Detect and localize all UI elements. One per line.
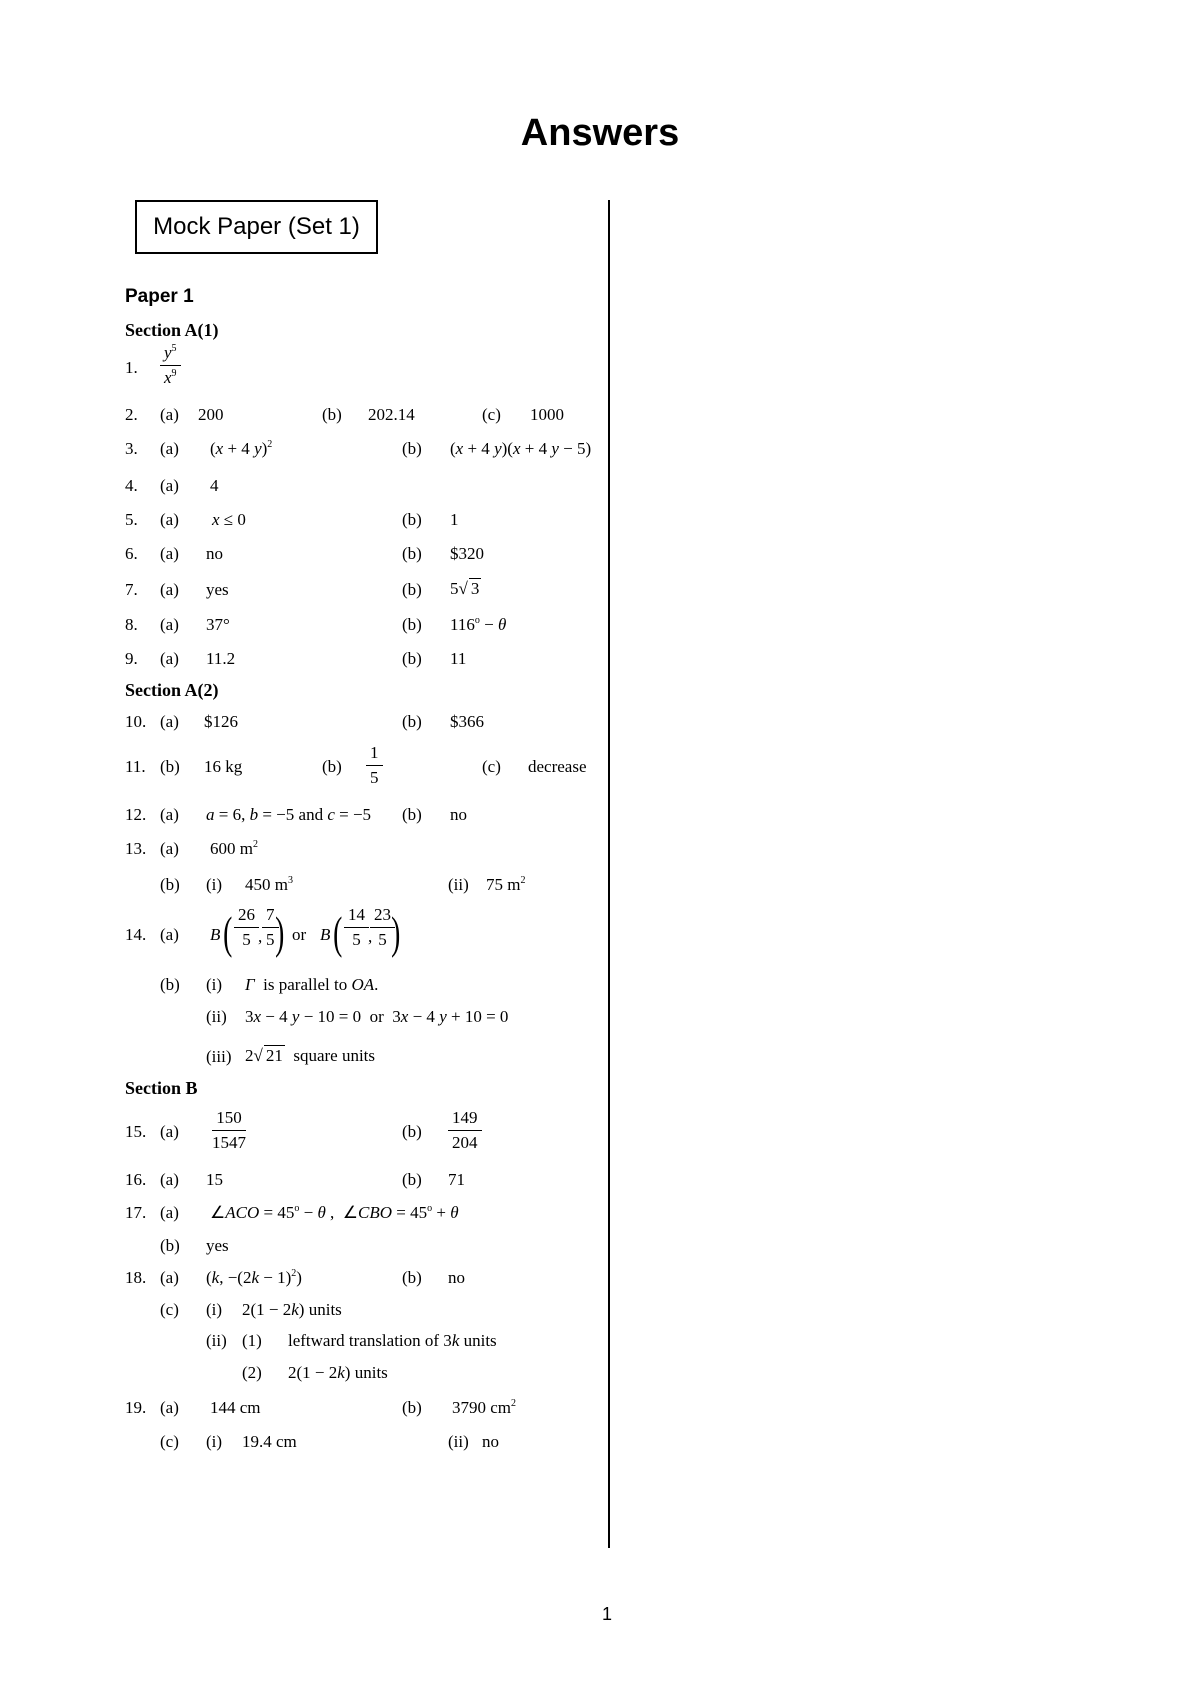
fraction: $\frac{150}{1547}$ [212, 1108, 246, 1152]
part-label: (b) [160, 975, 180, 994]
answer-expression: Γ is parallel to OA. [245, 975, 379, 994]
point-label: B [210, 925, 221, 944]
question-number: 7. [125, 580, 138, 599]
part-label: (a) [160, 805, 179, 824]
part-label: (b) [402, 1398, 422, 1417]
part-label: (a) [160, 510, 179, 529]
question-number: 18. [125, 1268, 147, 1287]
answer-expression: x ≤ 0 [212, 510, 246, 529]
answer: $320 [450, 544, 484, 563]
answer: no [482, 1432, 499, 1451]
part-label: (a) [160, 580, 179, 599]
paper-heading: Paper 1 [125, 286, 194, 307]
question-number: 10. [125, 712, 147, 731]
point-label: B [320, 925, 331, 944]
answer: 200 [198, 405, 224, 424]
left-paren: ( [223, 907, 233, 958]
answer: 11 [450, 649, 467, 668]
fraction: $\frac{23}{5}$ [370, 905, 395, 950]
part-label: (a) [160, 1122, 179, 1141]
question-number: 16. [125, 1170, 147, 1189]
part-label: (b) [160, 875, 180, 894]
answer-expression: $116^o - \theta$ [450, 615, 507, 634]
page-number: 1 [602, 1604, 613, 1624]
set-label-box: Mock Paper (Set 1) [135, 200, 378, 254]
answer: 144 cm [210, 1398, 261, 1417]
question-number: 15. [125, 1122, 147, 1141]
answer-surd: 5√ 3 [450, 579, 480, 598]
part-label: (b) [402, 580, 422, 599]
answer-area: 600 $m^2$ [210, 839, 258, 858]
answer: no [448, 1268, 465, 1287]
answer: 16 kg [204, 757, 243, 776]
part-label: (b) [402, 615, 422, 634]
fraction: $\frac{y^5}{x^9}$ [160, 343, 181, 388]
answer: decrease [528, 757, 587, 776]
question-number: 3. [125, 439, 138, 458]
subsubpart-label: (1) [242, 1331, 262, 1350]
answer: yes [206, 580, 229, 599]
answer: 71 [448, 1170, 465, 1189]
part-label: (b) [402, 544, 422, 563]
subpart-label: (ii) [206, 1007, 227, 1026]
or-word: or [292, 925, 307, 944]
question-number: 1. [125, 358, 138, 377]
fraction: $\frac{26}{5}$ [234, 905, 259, 950]
question-number: 13. [125, 839, 147, 858]
question-number: 9. [125, 649, 138, 668]
part-label: (b) [402, 510, 422, 529]
section-heading: Section A(2) [125, 680, 219, 700]
question-number: 6. [125, 544, 138, 563]
part-label: (b) [402, 1122, 422, 1141]
answer-expression: leftward translation of 3k units [288, 1331, 497, 1350]
subpart-label: (i) [206, 1432, 223, 1451]
part-label: (b) [402, 805, 422, 824]
answer: no [206, 544, 223, 563]
part-label: (a) [160, 1203, 179, 1222]
question-number: 2. [125, 405, 138, 424]
part-label: (b) [402, 1268, 422, 1287]
part-label: (a) [160, 615, 179, 634]
answer-expression: (k, $-(2k - 1)^2$) [206, 1268, 302, 1287]
part-label: (b) [402, 1170, 422, 1189]
part-label: (a) [160, 1268, 179, 1287]
part-label: (c) [160, 1300, 179, 1319]
subpart-label: (ii) [448, 1432, 469, 1451]
subpart-label: (ii) [206, 1331, 227, 1350]
question-number: 8. [125, 615, 138, 634]
answer: 11.2 [206, 649, 236, 668]
fraction: $\frac{149}{204}$ [448, 1108, 482, 1153]
question-number: 12. [125, 805, 147, 824]
subpart-label: (iii) [206, 1047, 232, 1066]
comma: , [258, 927, 263, 946]
left-paren: ( [333, 907, 343, 958]
part-label: (a) [160, 405, 179, 424]
answer-expression: 2(1 − 2k) units [288, 1363, 388, 1382]
right-paren: ) [275, 907, 285, 958]
answer: no [450, 805, 467, 824]
part-label: (a) [160, 649, 179, 668]
page-title: Answers [520, 112, 680, 154]
answer-area: 3790 $cm^2$ [452, 1398, 517, 1417]
answer-expression: a = 6, b = −5 and c = −5 [206, 805, 372, 824]
part-label: (a) [160, 712, 179, 731]
part-label: (b) [402, 712, 422, 731]
answer-expression: (x + 4 y)(x + 4 y − 5) [450, 439, 592, 458]
part-label: (b) [322, 405, 342, 424]
answer: 1000 [530, 405, 564, 424]
fraction: $\frac{1}{5}$ [366, 743, 383, 788]
answer-expression: 2(1 − 2k) units [242, 1300, 342, 1319]
question-number: 11. [125, 757, 146, 776]
part-label: (b) [322, 757, 342, 776]
answer: 1 [450, 510, 459, 529]
part-label: (b) [160, 757, 180, 776]
part-label: (b) [402, 649, 422, 668]
part-label: (a) [160, 439, 179, 458]
part-label: (c) [482, 757, 501, 776]
fraction: $\frac{7}{5}$ [262, 905, 279, 950]
question-number: 14. [125, 925, 147, 944]
section-heading: Section A(1) [125, 320, 219, 340]
part-label: (a) [160, 839, 179, 858]
subpart-label: (i) [206, 1300, 223, 1319]
part-label: (a) [160, 925, 179, 944]
part-label: (a) [160, 476, 179, 495]
part-label: (c) [160, 1432, 179, 1451]
answer: 19.4 cm [242, 1432, 297, 1451]
answer-expression: (x + 4 y)$^2$ [210, 439, 273, 458]
part-label: (b) [160, 1236, 180, 1255]
answer: 4 [210, 476, 219, 495]
subpart-label: (i) [206, 975, 223, 994]
subsubpart-label: (2) [242, 1363, 262, 1382]
answer: 202.14 [368, 405, 415, 424]
right-paren: ) [391, 907, 401, 958]
column-divider [608, 200, 610, 1548]
answer-area: 75 $m^2$ [486, 875, 526, 894]
answer: $366 [450, 712, 484, 731]
answer: $126 [204, 712, 238, 731]
answer-surd: 2√ 21 square units [245, 1046, 376, 1065]
part-label: (a) [160, 1170, 179, 1189]
part-label: (c) [482, 405, 501, 424]
subpart-label: (i) [206, 875, 223, 894]
fraction: $\frac{14}{5}$ [344, 905, 369, 950]
comma: , [368, 927, 373, 946]
question-number: 5. [125, 510, 138, 529]
answer: yes [206, 1236, 229, 1255]
part-label: (b) [402, 439, 422, 458]
question-number: 17. [125, 1203, 147, 1222]
answer: 15 [206, 1170, 223, 1189]
answer-volume: 450 $m^3$ [245, 875, 293, 894]
part-label: (a) [160, 544, 179, 563]
answer-expression: 3x − 4 y − 10 = 0 or 3x − 4 y + 10 = 0 [245, 1007, 509, 1026]
section-heading: Section B [125, 1078, 198, 1098]
subpart-label: (ii) [448, 875, 469, 894]
answer-expression: ∠ACO = $45^o - \theta$ , ∠CBO = $45^o + \theta$ [210, 1203, 459, 1222]
question-number: 4. [125, 476, 138, 495]
part-label: (a) [160, 1398, 179, 1417]
question-number: 19. [125, 1398, 147, 1417]
answer: 37° [206, 615, 230, 634]
